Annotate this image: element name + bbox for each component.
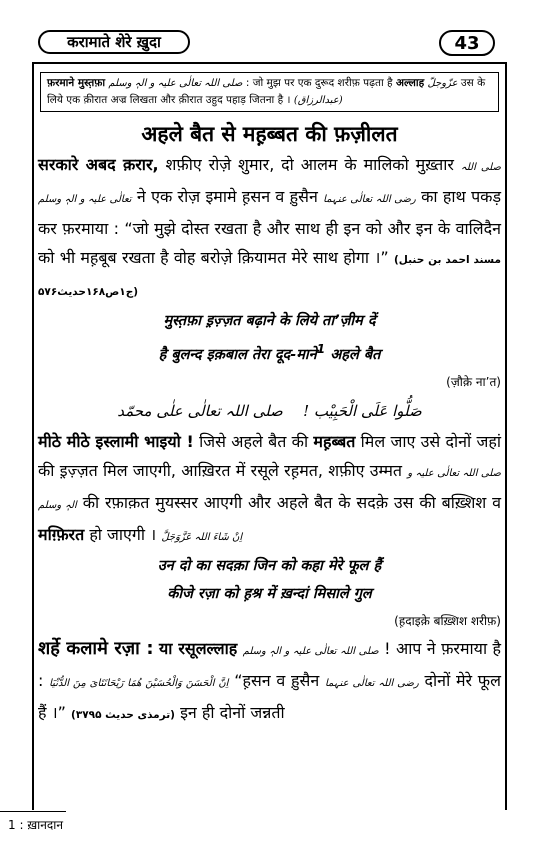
- footnote: [8, 816, 63, 833]
- p2-text-c: की रफ़ाक़त मुयस्सर आएगी और अहले बैत के सदक़े उस की बख़्शिश व: [82, 492, 502, 512]
- p1-reference: (مسند احمد بن حنبل ج۱ص۱۶۸حدیث۵۷۶): [38, 254, 501, 298]
- p3-text-a: ! आप ने फ़रमाया है :: [38, 638, 502, 690]
- notice-line2: उस के लिये एक क़ीरात अज्र लिखता और क़ीरात उहुद पहाड़ जितना है ।: [47, 77, 486, 106]
- p3-reference: (ترمذی حدیث ۳۷۹۵): [71, 708, 175, 721]
- couplet-1-credit: (ज़ौक़े ना’त): [446, 374, 501, 389]
- notice-arabic-azza: عزّوجلّ: [427, 78, 458, 89]
- notice-arabic-salutation: صلی اللہ تعالٰی علیہ و الہٖ وسلم: [108, 78, 243, 89]
- paragraph-1: [38, 150, 501, 307]
- p1-opening: सरकारे अबद क़रार,: [38, 155, 159, 174]
- footnote-rule: [0, 811, 66, 812]
- farmane-mustafa-notice: [40, 72, 499, 112]
- paragraph-2: [38, 427, 501, 552]
- couplet-2-line-2: कीजे रज़ा को ह़श्र में ख़न्दां मिसाले गुल: [167, 585, 372, 602]
- salat-line: [38, 395, 501, 427]
- notice-line1: : जो मुझ पर एक दुरूद शरीफ़ पढ़ता है: [245, 77, 393, 89]
- main-content: [38, 118, 501, 730]
- couplet-2-credit: (ह़दाइक़े बख़्शिश शरीफ़): [394, 613, 501, 628]
- p2-arabic-insha: اِنْ شَاءَ اللہ عَزَّوَجَلَّ: [161, 531, 243, 543]
- notice-source: (عبدالرزاق): [293, 95, 343, 106]
- p1-text-a: शफ़ीए रोज़े शुमार, दो आलम के मालिको मुख़्तार: [165, 155, 454, 174]
- p1-text-c: का हाथ पकड़ कर फ़रमाया : “जो मुझे दोस्त रखता है और साथ ही इन को और इन के वालिदैन को भी मह़बूब रखता है वोह बरोज़े क़ियामत मेरे साथ होगा ।”: [38, 187, 502, 267]
- p2-bold-2: मग़्फ़िरत: [38, 524, 85, 544]
- p2-text-a: जिसे अहले बैत की: [199, 431, 309, 451]
- p3-arabic-hadith: اِنَّ الْحَسَنَ وَالْحُسَیْنَ هُمَا رَیْحَانَتَایَ مِنَ الدُّنْیَا: [49, 677, 229, 689]
- footnote-text: : ख़ानदान: [19, 818, 64, 832]
- couplet-1-line-2-a: है बुलन्द इक़बाल तेरा दूद-माने: [158, 346, 317, 363]
- book-title: करामाते शेरे ख़ुदा: [38, 30, 190, 54]
- couplet-2-line-1: उन दो का सदक़ा जिन को कहा मेरे फूल हैं: [157, 557, 382, 574]
- footnote-number: 1: [8, 818, 16, 832]
- p3-arabic-saw: صلی اللہ تعالٰی علیہ و الہٖ وسلم: [242, 645, 379, 657]
- p3-opening: शर्हे कलामे रज़ा :: [38, 637, 154, 659]
- p3-text-d: इन ही दोनों जन्नती: [180, 702, 285, 722]
- salat-arabic-b: صلی اللہ تعالٰی علٰی محمّد: [117, 401, 283, 420]
- page-number: 43: [439, 30, 495, 56]
- couplet-1-line-1: मुस्त़फ़ा इ़ज़्ज़त बढ़ाने के लिये ता’ज़ीम दें: [163, 313, 376, 329]
- p3-text-c: दोनों मेरे फूल हैं ।”: [38, 670, 501, 722]
- p1-arabic-rad: رضی اللہ تعالٰی عنہما: [323, 194, 416, 205]
- section-heading: अहले बैत से मह़ब्बत की फ़ज़ीलत: [141, 122, 398, 146]
- couplet-1-line-2-b: अहले बैत: [330, 346, 381, 363]
- p1-arabic-saw: صلی اللہ تعالٰی علیہ و الہٖ وسلم: [38, 162, 501, 205]
- p3-bold: या रसूलल्लाह: [159, 638, 238, 658]
- p2-text-b: मिल जाए उसे दोनों जहां की इ़ज़्ज़त मिल जाएगी, आख़िरत में रसूले रह़मत, शफ़ीए उम्मत: [38, 431, 501, 480]
- notice-brand: अल्लाह: [395, 77, 425, 89]
- notice-prefix: फ़रमाने मुस्त़फ़ा: [47, 77, 106, 89]
- salat-arabic-a: صَلُّوا عَلَی الْحَبِیْب !: [303, 401, 422, 420]
- p2-opening: मीठे मीठे इस्लामी भाइयो !: [38, 431, 194, 451]
- p2-arabic-saw: صلی اللہ تعالٰی علیہ و الہٖ وسلم: [38, 467, 502, 511]
- p2-text-d: हो जाएगी ।: [89, 524, 157, 544]
- couplet-1-line-2: [38, 335, 501, 369]
- paragraph-3: [38, 634, 501, 730]
- p3-text-b: “ह़सन व ह़ुसैन: [234, 670, 320, 690]
- p1-text-b: ने एक रोज़ इमामे ह़सन व ह़ुसैन: [136, 187, 318, 206]
- footnote-marker: 1: [316, 342, 326, 356]
- p3-arabic-rad: رضی اللہ تعالٰی عنہما: [324, 677, 419, 689]
- p2-bold-1: मह़ब्बत: [313, 431, 356, 451]
